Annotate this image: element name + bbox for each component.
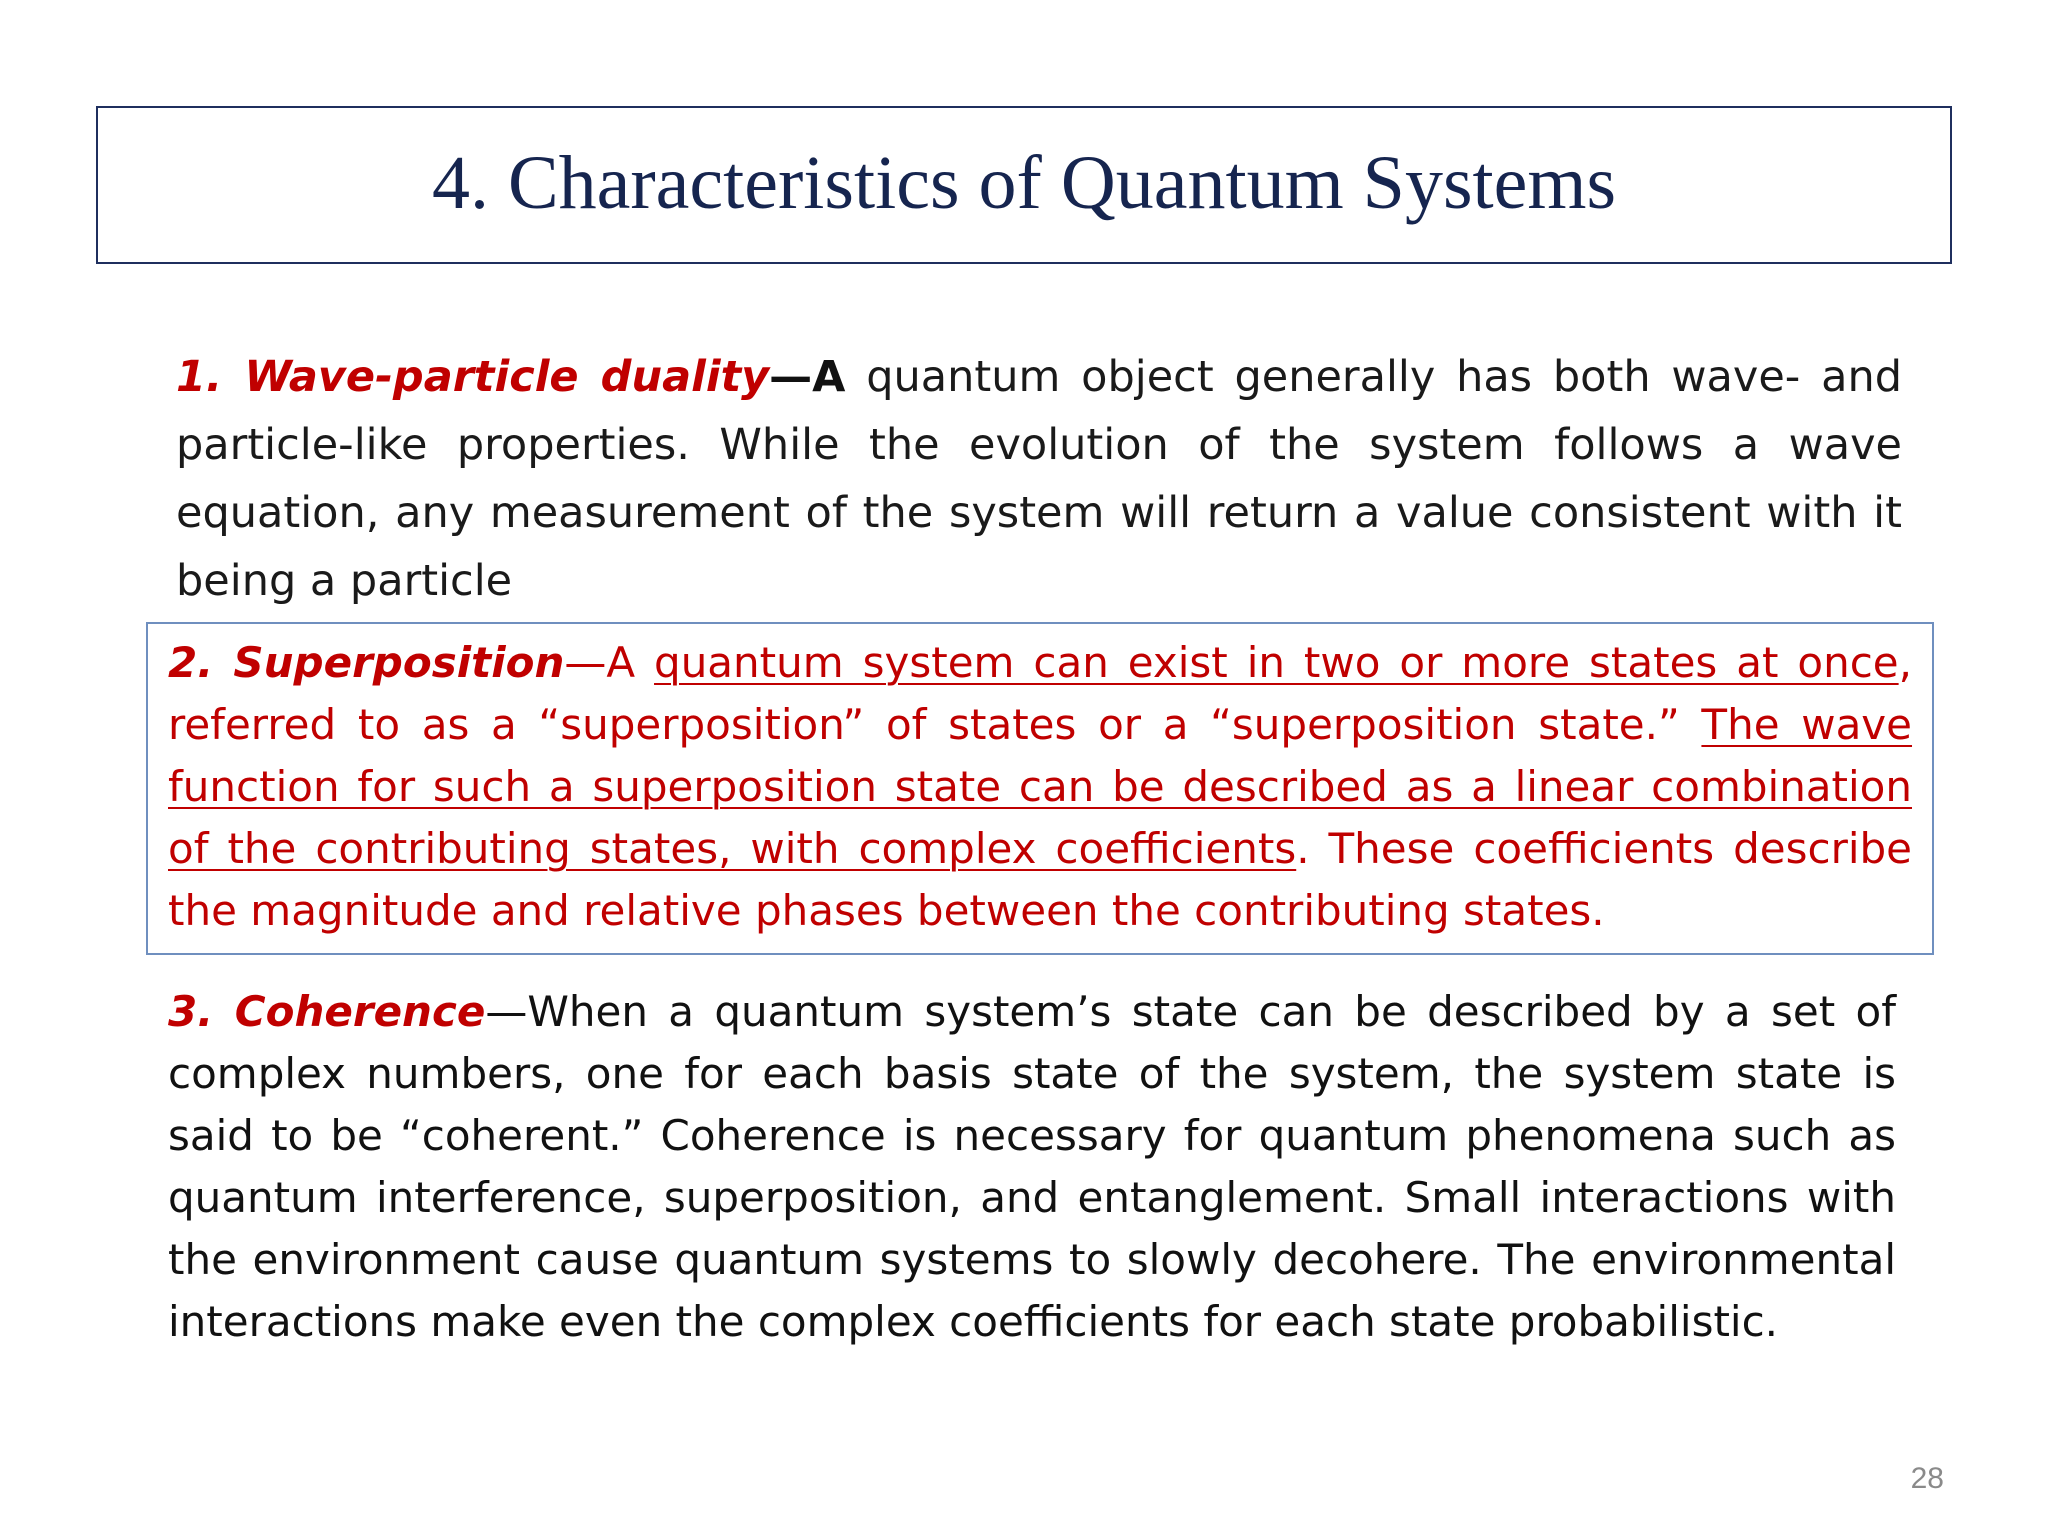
item-2-underlined-1: quantum system can exist in two or more states at once (654, 638, 1899, 687)
page-number: 28 (1910, 1462, 1944, 1495)
item-3-heading: 3. Coherence (168, 987, 486, 1036)
item-1-heading: 1. Wave-particle duality (176, 352, 770, 402)
item-1-body: quantum object generally has both wave- and particle-like properties. While the evolution of the system follows a wave equation, any measurement of the system will return a value consistent with it being a particle (176, 352, 1902, 606)
item-2-text-1: , referred to as a “superposition” of states or a “superposition state.” (168, 638, 1912, 749)
item-superposition (168, 632, 1912, 942)
item-2-dash: —A (564, 638, 655, 687)
item-wave-particle-duality (176, 343, 1902, 615)
item-coherence (168, 981, 1896, 1353)
item-2-heading: 2. Superposition (168, 638, 565, 687)
item-3-body: —When a quantum system’s state can be described by a set of complex numbers, one for each basis state of the system, the system state is said to be “coherent.” Coherence is necessary for quantum phenomena such as quantum interference, superposition, and entanglement. Small interactions with the environment cause quantum systems to slowly decohere. The environmental interactions make even the complex coefficients for each state probabilistic. (168, 987, 1896, 1346)
item-2-underlined-2: The wave function for such a superposition state can be described as a linear combination of the contributing states, with complex coefficients (168, 700, 1913, 873)
item-1-dash: —A (769, 352, 846, 402)
slide-title: 4. Characteristics of Quantum Systems (431, 141, 1617, 225)
title-box (96, 106, 1952, 264)
item-2-text-2: . These coefficients describe the magnitude and relative phases between the contributing states. (168, 824, 1913, 935)
